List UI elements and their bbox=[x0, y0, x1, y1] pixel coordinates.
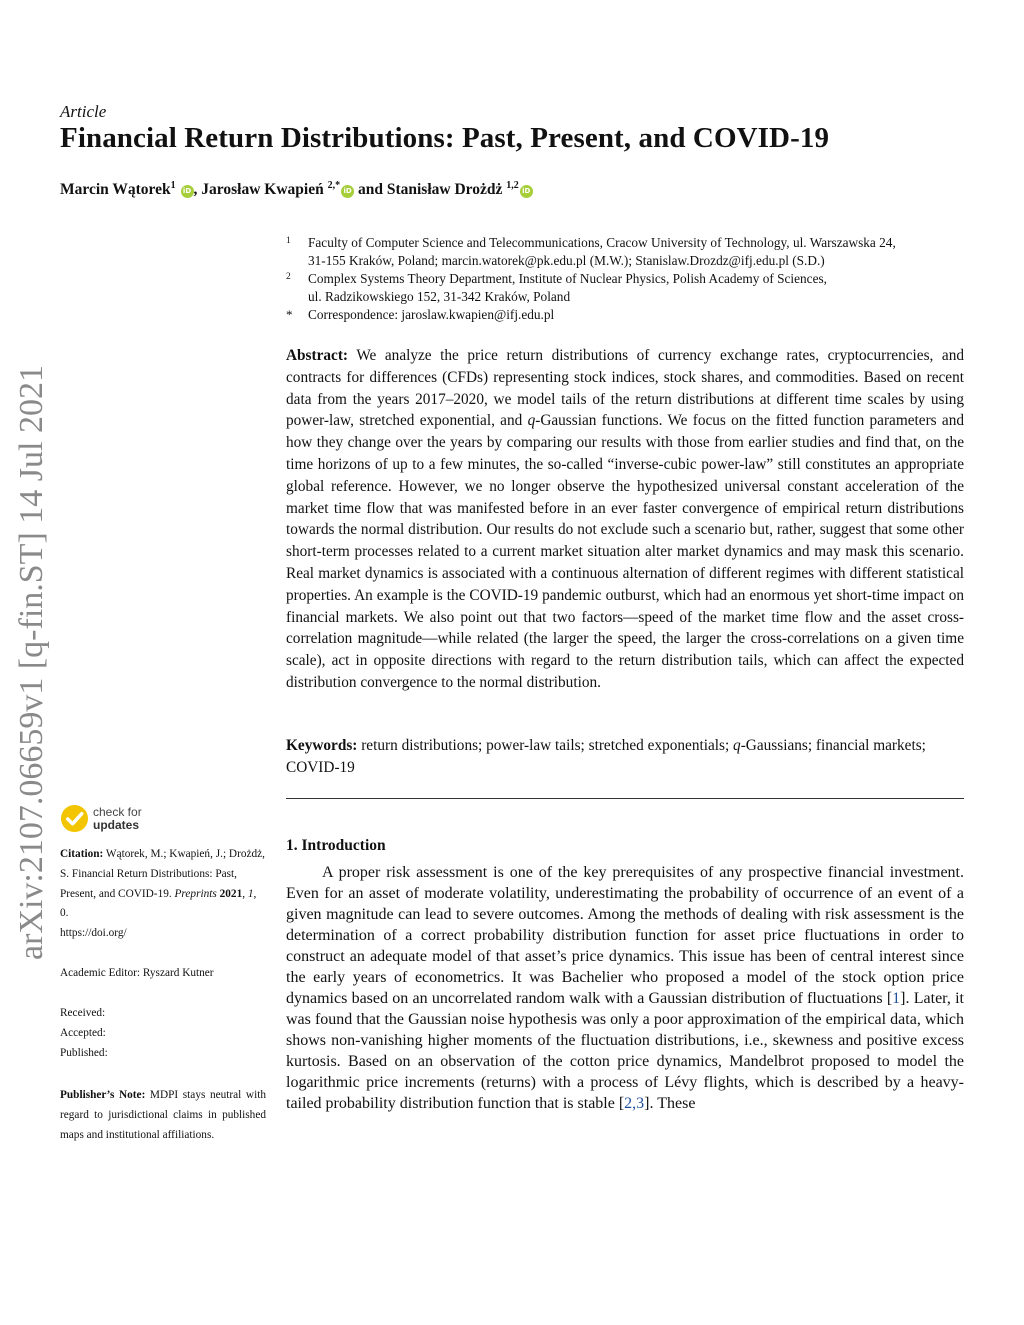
author-name[interactable]: Marcin Wątorek bbox=[60, 181, 171, 199]
orcid-icon[interactable]: iD bbox=[181, 185, 194, 198]
introduction-paragraph bbox=[286, 862, 964, 1114]
citation-text: Wątorek, M.; Kwapień, J.; Drożdż, S. Financial Return Distributions: Past, Present, and COVID-19. bbox=[60, 848, 265, 900]
publisher-note bbox=[60, 1086, 266, 1145]
section-divider bbox=[286, 798, 964, 799]
keywords-text: return distributions; power-law tails; stretched exponentials; bbox=[357, 737, 734, 754]
affiliation-mark: 2 bbox=[286, 272, 291, 282]
affiliation-line: 31-155 Kraków, Poland; marcin.watorek@pk.edu.pl (M.W.); Stanislaw.Drozdz@ifj.edu.pl (S.D.) bbox=[308, 253, 825, 268]
section-heading: 1. Introduction bbox=[286, 837, 386, 854]
author-separator: , bbox=[193, 181, 202, 199]
abstract bbox=[286, 345, 964, 694]
affiliations bbox=[286, 234, 976, 324]
publisher-note-text: MDPI stays neutral with regard to jurisdictional claims in published maps and institutional affiliations. bbox=[60, 1089, 266, 1141]
citation-link[interactable]: 1 bbox=[892, 990, 901, 1007]
author-separator: and bbox=[354, 181, 387, 199]
keywords-label: Keywords: bbox=[286, 737, 358, 754]
published-date: Published: bbox=[60, 1046, 108, 1059]
keywords-text: -Gaussians; financial markets; COVID-19 bbox=[286, 737, 926, 776]
publication-dates bbox=[60, 1004, 266, 1063]
author-name[interactable]: Jarosław Kwapień bbox=[201, 181, 324, 199]
citation-text: , 0. bbox=[60, 887, 257, 920]
abstract-text: -Gaussian functions. We focus on the fitted function parameters and how they change over the years by comparing our results with those from earlier studies and find that, on the time horizons of up to a few minutes, the so-called “inverse-cubic power-law” still constitutes an appropriate global reference. However, we no longer observe the hypothesized universal constant acceleration of the market time flow that was manifested before in an ever faster convergence of empirical return distributions towards the normal distribution. Our results do not exclude such a scenario but, rather, suggest that some other short-term processes related to a current market situation alter market dynamics and may mask this scenario. Real market dynamics is associated with a continuous alternation of different regimes with different statistical properties. An example is the COVID-19 pandemic outburst, which had an enormous yet short-time impact on financial markets. We also point out that two factors—speed of the market time flow and the asset cross-correlation magnitude—while related (the larger the speed, the larger the cross-correlations on a given time scale), act in opposite directions with regard to the return distribution tails, which can affect the expected distribution convergence to the normal distribution. bbox=[286, 412, 964, 691]
correspondence-item bbox=[286, 306, 976, 324]
paper-title: Financial Return Distributions: Past, Present, and COVID-19 bbox=[60, 122, 830, 154]
affiliation-line: Complex Systems Theory Department, Institute of Nuclear Physics, Polish Academy of Sciences, bbox=[308, 271, 827, 286]
citation-volume: 1 bbox=[247, 887, 254, 900]
arxiv-stamp[interactable]: arXiv:2107.06659v1 [q-fin.ST] 14 Jul 2021 bbox=[13, 365, 50, 960]
affiliation-item bbox=[286, 234, 976, 270]
academic-editor: Academic Editor: Ryszard Kutner bbox=[60, 967, 214, 979]
citation-label: Citation: bbox=[60, 848, 104, 860]
check-updates-icon[interactable] bbox=[60, 804, 89, 833]
citation-doi-link[interactable]: https://doi.org/ bbox=[60, 927, 127, 940]
orcid-icon[interactable]: iD bbox=[520, 185, 533, 198]
keywords-q: q bbox=[733, 737, 741, 754]
affiliation-item bbox=[286, 270, 976, 306]
correspondence-line[interactable]: Correspondence: jaroslaw.kwapien@ifj.edu.pl bbox=[308, 307, 555, 322]
affiliation-line: Faculty of Computer Science and Telecommunications, Cracow University of Technology, ul. Warszawska 24, bbox=[308, 235, 896, 250]
intro-text: A proper risk assessment is one of the key prerequisites of any prospective financial investment. Even for an asset of moderate volatility, underestimating the probability of occurrence of an event of a given magnitude can lead to severe outcomes. Among the methods of dealing with risk assessment is the determination of a correct probability distribution function for asset price fluctuations in order to construct an adequate model of that asset’s price dynamics. This issue has been of central interest since the early years of econometrics. It was Bachelier who proposed a model of the stock option price dynamics based on an uncorrelated random walk with a Gaussian distribution of fluctuations [ bbox=[286, 864, 964, 1007]
check-updates-line: check for bbox=[93, 805, 142, 819]
keywords bbox=[286, 735, 964, 779]
abstract-q: q bbox=[527, 412, 536, 430]
citation-year: 2021 bbox=[219, 887, 243, 900]
author-affiliation-sup: 1 bbox=[170, 180, 176, 191]
received-date: Received: bbox=[60, 1007, 106, 1019]
citation-journal: Preprints bbox=[174, 887, 217, 900]
abstract-text: We analyze the price return distributions of currency exchange rates, cryptocurrencies, and contracts for differences (CFDs) representing stock indices, stock shares, and commodities. Based on recent data from the years 2017–2020, we model tails of the return distributions at different time scales by using power-law, stretched exponential, and bbox=[286, 347, 964, 430]
check-updates-line: updates bbox=[93, 818, 140, 832]
author-list bbox=[60, 180, 533, 199]
check-updates-badge[interactable] bbox=[93, 806, 142, 832]
author-name[interactable]: Stanisław Drożdż bbox=[386, 181, 503, 199]
author-affiliation-sup: 1,2 bbox=[506, 180, 519, 191]
abstract-label: Abstract: bbox=[286, 347, 349, 364]
affiliation-line: ul. Radzikowskiego 152, 31-342 Kraków, Poland bbox=[308, 289, 571, 304]
affiliation-mark: 1 bbox=[286, 236, 291, 246]
publisher-note-label: Publisher’s Note: bbox=[60, 1089, 146, 1101]
citation-separator: , bbox=[242, 887, 248, 900]
citation-link[interactable]: 2,3 bbox=[624, 1095, 645, 1112]
intro-text: ]. Later, it was found that the Gaussian noise hypothesis was only a poor approximation of the empirical data, which shows non-vanishing higher moments of the fluctuation distributions, i.e., skewness and positive excess kurtosis. Based on an observation of the cotton price dynamics, Mandelbrot proposed to model the logarithmic price increments (returns) with a process of Lévy flights, which is described by a heavy-tailed probability distribution function that is stable [ bbox=[286, 990, 964, 1112]
author-affiliation-sup: 2,* bbox=[327, 180, 341, 191]
accepted-date: Accepted: bbox=[60, 1026, 106, 1039]
orcid-icon[interactable]: iD bbox=[341, 185, 354, 198]
intro-text: ]. These bbox=[644, 1095, 696, 1112]
article-type-label: Article bbox=[60, 102, 107, 121]
citation-block bbox=[60, 845, 266, 944]
affiliation-mark: * bbox=[286, 307, 293, 322]
